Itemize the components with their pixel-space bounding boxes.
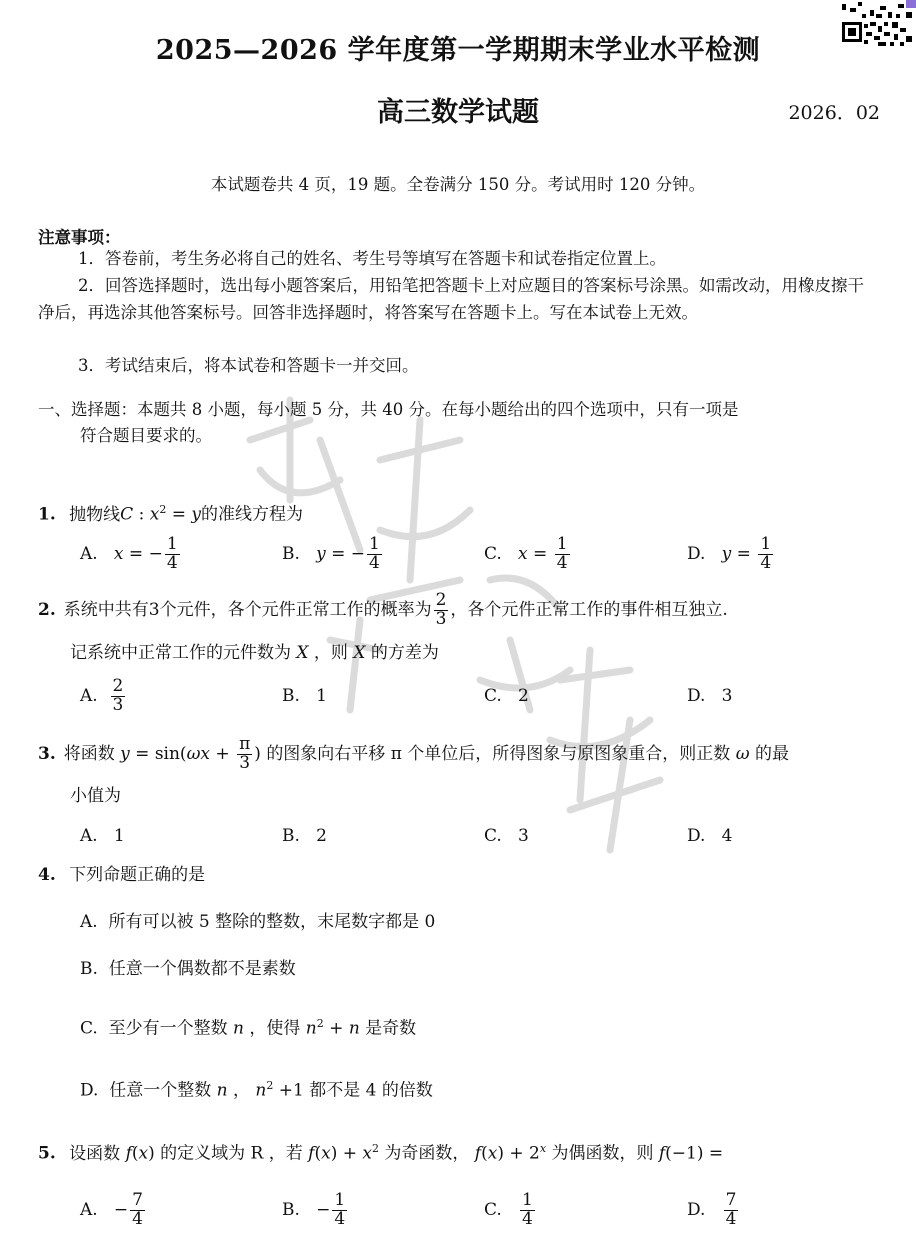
option-c: C. 2 bbox=[484, 686, 529, 706]
notice-heading: 注意事项： bbox=[38, 228, 121, 247]
option-d: D. $\frac{7}{4}$ bbox=[687, 1189, 737, 1229]
question-2-line2: 记系统中正常工作的元件数为 X ，则 X 的方差为 bbox=[70, 643, 439, 663]
option-d: D. y = $\frac{1}{4}$ bbox=[687, 533, 772, 573]
exam-subtitle: 高三数学试题 bbox=[377, 97, 539, 128]
option-a: A. − $\frac{7}{4}$ bbox=[80, 1189, 143, 1229]
question-4-option-c: C. 至少有一个整数 n ，使得 $n^2 + n$ 是奇数 bbox=[80, 1017, 417, 1039]
option-c: C. 3 bbox=[484, 826, 529, 846]
notice-item-1: 1．答卷前，考生务必将自己的姓名、考生号等填写在答题卡和试卷指定位置上。 bbox=[78, 249, 666, 268]
option-c: C. $\frac{1}{4}$ bbox=[484, 1189, 533, 1229]
question-number: 3. bbox=[38, 744, 56, 764]
question-5: 5. 设函数 f(x) 的定义域为 R ，若 $f(x) + x^2$ 为奇函数， $f(x) + 2^x$ 为偶函数，则 f(−1) = bbox=[38, 1142, 724, 1164]
question-text: 抛物线 bbox=[69, 504, 121, 525]
option-b: B. 1 bbox=[282, 686, 327, 706]
question-4-option-a: A. 所有可以被 5 整除的整数，末尾数字都是 0 bbox=[80, 912, 436, 932]
question-4-option-b: B. 任意一个偶数都不是素数 bbox=[80, 959, 296, 979]
option-b: B. y = − $\frac{1}{4}$ bbox=[282, 533, 380, 573]
question-5-options bbox=[80, 1188, 880, 1232]
question-number: 1. bbox=[38, 504, 56, 525]
question-2: 2. 系统中共有 3 个元件，各个元件正常工作的概率为 $\frac{2}{3}$ ，各个元件正常工作的事件相互独立. bbox=[38, 589, 728, 629]
question-2-options bbox=[80, 674, 880, 718]
question-3: 3. 将函数 y = sin( ωx + $\frac{\pi}{3}$ ) 的图象向右平移 π 个单位后，所得图象与原图象重合，则正数 ω 的最 bbox=[38, 733, 789, 773]
notice-item-2: 2．回答选择题时，选出每小题答案后，用铅笔把答题卡上对应题目的答案标号涂黑。如需改动，用橡皮擦干净后，再选涂其他答案标号。回答非选择题时，将答案写在答题卡上。写在本试卷上无效。 bbox=[38, 276, 864, 322]
option-a: A. x = − $\frac{1}{4}$ bbox=[80, 533, 178, 573]
question-number: 5. bbox=[38, 1143, 56, 1164]
option-a: A. $\frac{2}{3}$ bbox=[80, 675, 124, 715]
option-c: C. x = $\frac{1}{4}$ bbox=[484, 533, 568, 573]
question-3-line2: 小值为 bbox=[70, 786, 121, 806]
question-number: 4. bbox=[38, 865, 56, 885]
question-4-option-d: D. 任意一个整数 n ， $n^2 +1$ 都不是 4 的倍数 bbox=[80, 1079, 433, 1101]
question-1-options bbox=[80, 532, 880, 576]
option-a: A. 1 bbox=[80, 826, 125, 846]
option-d: D. 3 bbox=[687, 686, 733, 706]
section-heading-line2: 符合题目要求的。 bbox=[80, 426, 212, 445]
option-b: B. 2 bbox=[282, 826, 327, 846]
section-heading-line1: 一、选择题：本题共 8 小题，每小题 5 分，共 40 分。在每小题给出的四个选项中，只有一项是 bbox=[38, 400, 739, 419]
question-4: 4. 下列命题正确的是 bbox=[38, 865, 206, 885]
option-b: B. − $\frac{1}{4}$ bbox=[282, 1189, 346, 1229]
exam-date: 2026．02 bbox=[788, 102, 880, 124]
question-text: 的准线方程为 bbox=[200, 504, 303, 525]
question-1: 1. 抛物线C : $x^2 = y$的准线方程为 bbox=[38, 503, 303, 525]
exam-title: 2025—2026 学年度第一学期期末学业水平检测 bbox=[155, 35, 761, 66]
question-number: 2. bbox=[38, 600, 56, 620]
option-d: D. 4 bbox=[687, 826, 733, 846]
notice-item-3: 3．考试结束后，将本试卷和答题卡一并交回。 bbox=[78, 356, 419, 375]
question-3-options bbox=[80, 814, 880, 858]
exam-intro: 本试题卷共 4 页，19 题。全卷满分 150 分。考试用时 120 分钟。 bbox=[210, 175, 706, 194]
